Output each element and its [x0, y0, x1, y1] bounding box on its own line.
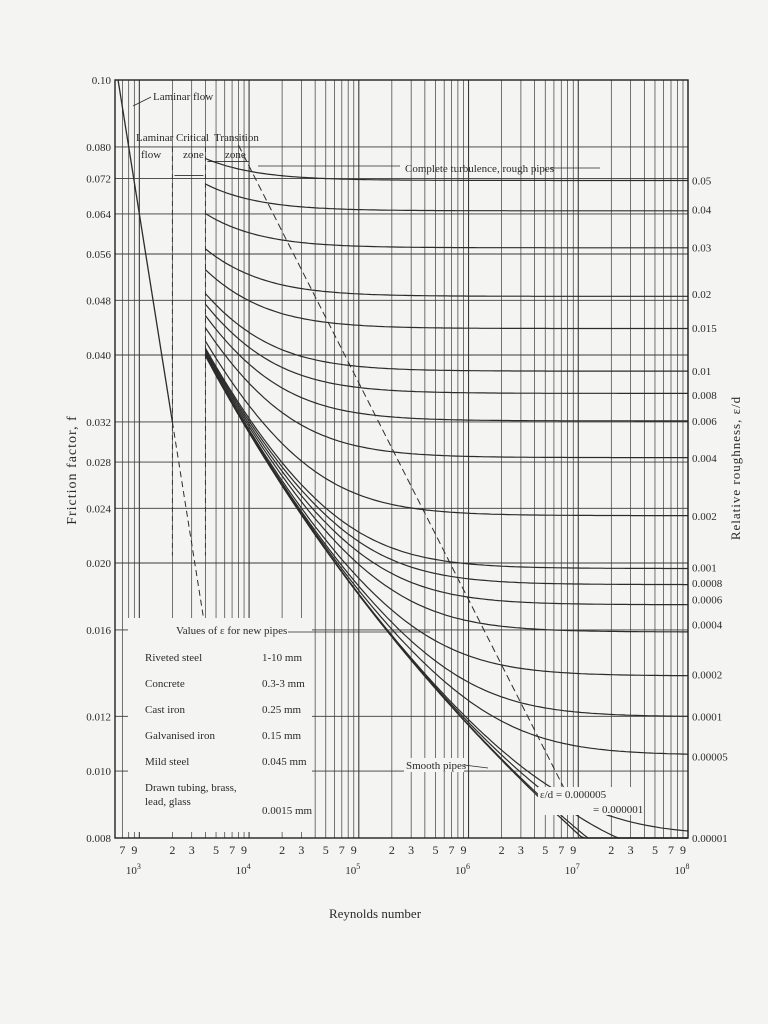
- y-axis-label: Friction factor, f: [65, 415, 80, 525]
- annotation-complete-turbulence: Complete turbulence, rough pipes: [405, 163, 555, 175]
- x-decade-base: 10: [455, 865, 467, 877]
- x-axis-label: Reynolds number: [328, 906, 422, 921]
- x-decade-base: 10: [235, 865, 247, 877]
- annotation-critical-zone: Critical: [176, 132, 209, 144]
- roughness-label: 0.001: [692, 562, 717, 575]
- x-decade-exponent: 8: [685, 862, 690, 871]
- roughness-label: 0.015: [692, 322, 717, 335]
- table-material: Concrete: [145, 678, 185, 690]
- roughness-label: 0.008: [692, 390, 717, 403]
- y-tick-label: 0.012: [86, 711, 111, 724]
- annotation-transition-zone: Transition: [214, 132, 259, 144]
- table-material: Drawn tubing, brass,: [145, 782, 237, 794]
- roughness-label: 0.02: [692, 289, 712, 302]
- x-tick-label: 7: [119, 843, 126, 857]
- y-tick-label: 0.080: [86, 141, 111, 154]
- annotation-eps-value: ε/d = 0.000005: [540, 789, 607, 801]
- table-value: 0.3-3 mm: [262, 678, 305, 690]
- y-tick-label: 0.072: [86, 173, 111, 186]
- roughness-label: 0.03: [692, 242, 712, 255]
- roughness-label: 0.0001: [692, 711, 723, 724]
- annotation-laminar-zone: flow: [141, 149, 162, 161]
- y-tick-label: 0.016: [86, 624, 111, 637]
- x-tick-label: 3: [408, 843, 415, 857]
- roughness-label: 0.00005: [692, 751, 728, 764]
- roughness-label: 0.0004: [692, 619, 723, 632]
- roughness-label: 0.0008: [692, 578, 723, 591]
- x-decade-exponent: 3: [136, 862, 141, 871]
- x-tick-label: 5: [542, 843, 549, 857]
- x-tick-label: 7: [448, 843, 455, 857]
- x-tick-label: 9: [570, 843, 577, 857]
- x-decade-exponent: 5: [356, 862, 361, 871]
- x-decade-exponent: 7: [575, 862, 580, 871]
- annotation-laminar-zone: Laminar: [136, 132, 174, 144]
- x-tick-label: 7: [668, 843, 675, 857]
- table-material: Cast iron: [145, 704, 186, 716]
- x-decade-base: 10: [125, 865, 137, 877]
- table-material: Galvanised iron: [145, 730, 215, 742]
- y-tick-label: 0.010: [86, 766, 111, 779]
- x-tick-label: 9: [350, 843, 357, 857]
- annotation-eps-value: = 0.000001: [593, 804, 644, 816]
- table-value: 0.0015 mm: [262, 805, 313, 817]
- x-tick-label: 5: [213, 843, 220, 857]
- x-tick-label: 7: [558, 843, 565, 857]
- x-tick-label: 7: [338, 843, 345, 857]
- y-tick-label: 0.032: [86, 416, 111, 429]
- y-tick-label: 0.056: [86, 249, 111, 262]
- x-tick-label: 9: [241, 843, 248, 857]
- x-tick-label: 3: [188, 843, 195, 857]
- roughness-label: 0.0006: [692, 594, 723, 607]
- x-tick-label: 2: [498, 843, 505, 857]
- annotation-smooth-pipes: Smooth pipes: [406, 760, 467, 772]
- y-tick-label: 0.020: [86, 558, 111, 571]
- y-tick-label: 0.040: [86, 349, 111, 362]
- x-decade-base: 10: [345, 865, 357, 877]
- x-tick-label: 3: [517, 843, 524, 857]
- x-tick-label: 2: [169, 843, 176, 857]
- x-decade-exponent: 6: [466, 862, 471, 871]
- x-tick-label: 5: [651, 843, 658, 857]
- y-tick-label: 0.10: [91, 75, 111, 87]
- roughness-label: 0.00001: [692, 833, 728, 845]
- x-tick-label: 2: [388, 843, 395, 857]
- roughness-label: 0.004: [692, 452, 717, 465]
- annotation-transition-zone: zone: [225, 149, 246, 161]
- x-decade-base: 10: [564, 865, 576, 877]
- x-tick-label: 9: [679, 843, 686, 857]
- table-value: 0.25 mm: [262, 704, 302, 716]
- x-tick-label: 2: [279, 843, 286, 857]
- y-tick-label: 0.008: [86, 833, 111, 845]
- x-tick-label: 7: [229, 843, 236, 857]
- x-tick-label: 9: [460, 843, 467, 857]
- table-material: Riveted steel: [145, 652, 203, 664]
- y-tick-label: 0.064: [86, 208, 111, 221]
- x-tick-label: 5: [432, 843, 439, 857]
- y2-axis-label: Relative roughness, ε/d: [728, 395, 743, 541]
- y-tick-label: 0.024: [86, 503, 111, 516]
- roughness-label: 0.0002: [692, 669, 723, 682]
- annotation-laminar-flow: Laminar flow: [153, 91, 214, 103]
- x-tick-label: 3: [298, 843, 305, 857]
- x-tick-label: 5: [322, 843, 329, 857]
- x-tick-label: 2: [608, 843, 615, 857]
- table-value: 0.045 mm: [262, 756, 307, 768]
- table-value: 1-10 mm: [262, 652, 303, 664]
- x-tick-label: 9: [131, 843, 138, 857]
- y-tick-label: 0.028: [86, 457, 111, 470]
- table-value: 0.15 mm: [262, 730, 302, 742]
- y-tick-label: 0.048: [86, 295, 111, 308]
- table-material: Mild steel: [145, 756, 190, 768]
- x-decade-base: 10: [674, 865, 686, 877]
- x-decade-exponent: 4: [246, 862, 251, 871]
- annotation-critical-zone: zone: [183, 149, 204, 161]
- roughness-label: 0.006: [692, 416, 717, 429]
- x-tick-label: 3: [627, 843, 634, 857]
- roughness-label: 0.05: [692, 175, 712, 188]
- roughness-label: 0.002: [692, 510, 717, 523]
- roughness-label: 0.01: [692, 366, 712, 379]
- roughness-label: 0.04: [692, 204, 712, 217]
- table-material: lead, glass: [145, 796, 191, 808]
- table-title: Values of ε for new pipes: [176, 625, 288, 637]
